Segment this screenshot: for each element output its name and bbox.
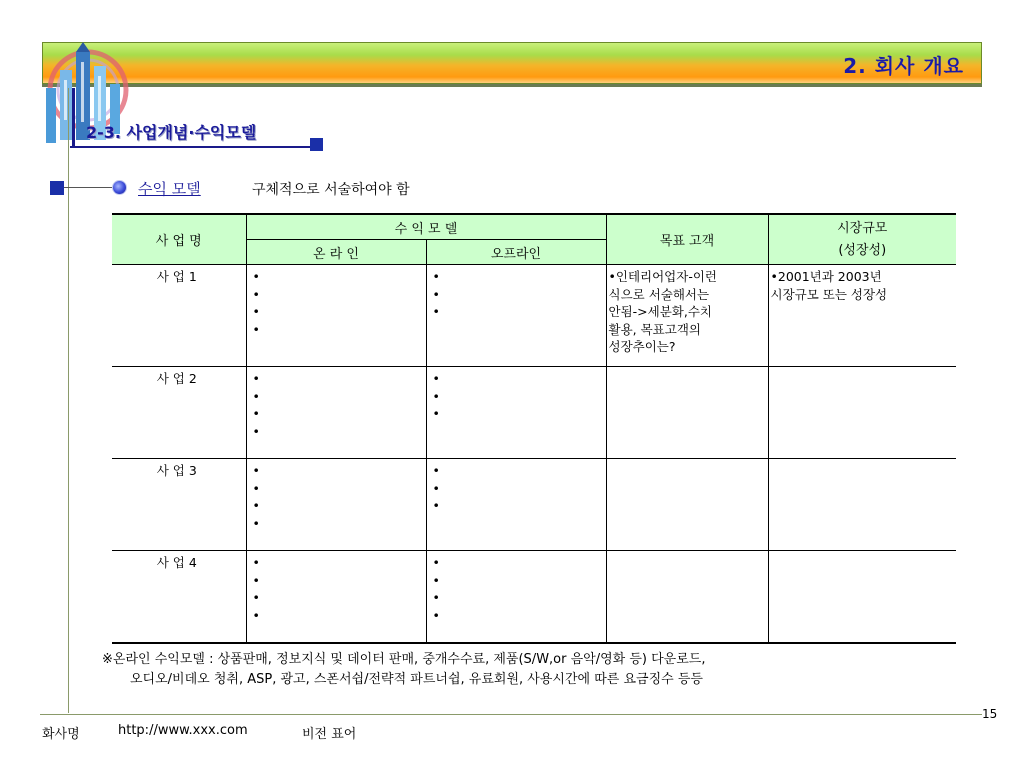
- footer-url[interactable]: http://www.xxx.com: [118, 723, 248, 738]
- circle-bullet-icon: [112, 180, 127, 195]
- business-name-cell: 사 업 2: [112, 367, 246, 459]
- offline-bullet: •: [432, 555, 440, 570]
- market-cell: [768, 459, 956, 551]
- offline-cell: [426, 367, 606, 459]
- online-bullet: •: [252, 406, 260, 421]
- online-bullet: •: [252, 423, 260, 439]
- offline-bullet: •: [432, 463, 440, 478]
- offline-bullet: •: [432, 269, 440, 284]
- connector-line: [64, 187, 114, 188]
- footnote-line-1: ※온라인 수익모델 : 상품판매, 정보지식 및 데이터 판매, 중개수수료, 제품(S/W,or 음악/영화 등) 다운로드,: [102, 652, 706, 667]
- online-bullet: •: [252, 590, 260, 605]
- page-number: 15: [982, 707, 998, 721]
- market-cell: •2001년과 2003년 시장규모 또는 성장성: [768, 265, 956, 367]
- header-online: 온 라 인: [246, 240, 426, 265]
- header-revenue-model: 수 익 모 델: [246, 214, 606, 240]
- online-cell: [246, 459, 426, 551]
- offline-cell: [426, 459, 606, 551]
- footnote: [102, 650, 705, 690]
- market-cell: [768, 551, 956, 644]
- header-market-size-line1: 시장규모: [837, 220, 888, 236]
- online-bullet: •: [252, 388, 260, 404]
- page-title: 2. 회사 개요: [843, 54, 964, 78]
- square-marker-icon: [50, 181, 64, 195]
- business-name-cell: 사 업 1: [112, 265, 246, 367]
- offline-bullet: •: [432, 286, 440, 302]
- online-bullet: •: [252, 269, 260, 284]
- online-bullet: •: [252, 480, 260, 496]
- target-cell: [606, 459, 768, 551]
- offline-bullet: •: [432, 498, 440, 513]
- online-cell: [246, 265, 426, 367]
- offline-cell: [426, 265, 606, 367]
- online-bullet: •: [252, 515, 260, 531]
- header-banner: [42, 42, 982, 84]
- section-title: 2-3. 사업개념·수익모델: [86, 123, 257, 142]
- header-market-size: [768, 214, 956, 265]
- online-bullet: •: [252, 286, 260, 302]
- online-cell: [246, 367, 426, 459]
- target-cell: [606, 367, 768, 459]
- header-underline: [42, 84, 982, 87]
- header-offline: 오프라인: [426, 240, 606, 265]
- online-bullet: •: [252, 555, 260, 570]
- footer-rule: [40, 714, 982, 715]
- target-cell: •인테리어업자-이런 식으로 서술해서는 안됨->세분화,수치 활용, 목표고객의 성장추이는?: [606, 265, 768, 367]
- online-bullet: •: [252, 371, 260, 386]
- square-bullet-icon: [310, 138, 323, 151]
- table-row: [112, 459, 956, 551]
- header-market-size-line2: (성장성): [838, 242, 887, 258]
- offline-bullet: •: [432, 304, 440, 319]
- section-underline: [70, 146, 310, 148]
- subheading-note: 구체적으로 서술하여야 함: [252, 182, 410, 198]
- online-cell: [246, 551, 426, 644]
- offline-bullet: •: [432, 406, 440, 421]
- online-bullet: •: [252, 607, 260, 623]
- offline-cell: [426, 551, 606, 644]
- offline-bullet: •: [432, 590, 440, 605]
- online-bullet: •: [252, 304, 260, 319]
- offline-bullet: •: [432, 572, 440, 588]
- footer-vision: 비전 표어: [302, 727, 357, 742]
- footnote-line-2: 오디오/비데오 청취, ASP, 광고, 스폰서쉽/전략적 파트너쉽, 유료회원, 사용시간에 따른 요금징수 등등: [130, 672, 703, 687]
- business-name-cell: 사 업 3: [112, 459, 246, 551]
- business-name-cell: 사 업 4: [112, 551, 246, 644]
- subheading-revenue-model[interactable]: 수익 모델: [138, 180, 201, 198]
- online-bullet: •: [252, 498, 260, 513]
- market-cell: [768, 367, 956, 459]
- table-row: [112, 265, 956, 367]
- left-rule: [68, 88, 69, 713]
- offline-bullet: •: [432, 388, 440, 404]
- offline-bullet: •: [432, 480, 440, 496]
- header-target-customer: 목표 고객: [606, 214, 768, 265]
- offline-bullet: •: [432, 607, 440, 623]
- table-row: [112, 367, 956, 459]
- target-cell: [606, 551, 768, 644]
- header-business-name: 사 업 명: [112, 214, 246, 265]
- online-bullet: •: [252, 321, 260, 337]
- table-row: [112, 551, 956, 644]
- online-bullet: •: [252, 463, 260, 478]
- left-rule-accent: [72, 88, 75, 148]
- footer-company-name: 화사명: [42, 727, 80, 742]
- revenue-model-table: [112, 213, 956, 644]
- online-bullet: •: [252, 572, 260, 588]
- offline-bullet: •: [432, 371, 440, 386]
